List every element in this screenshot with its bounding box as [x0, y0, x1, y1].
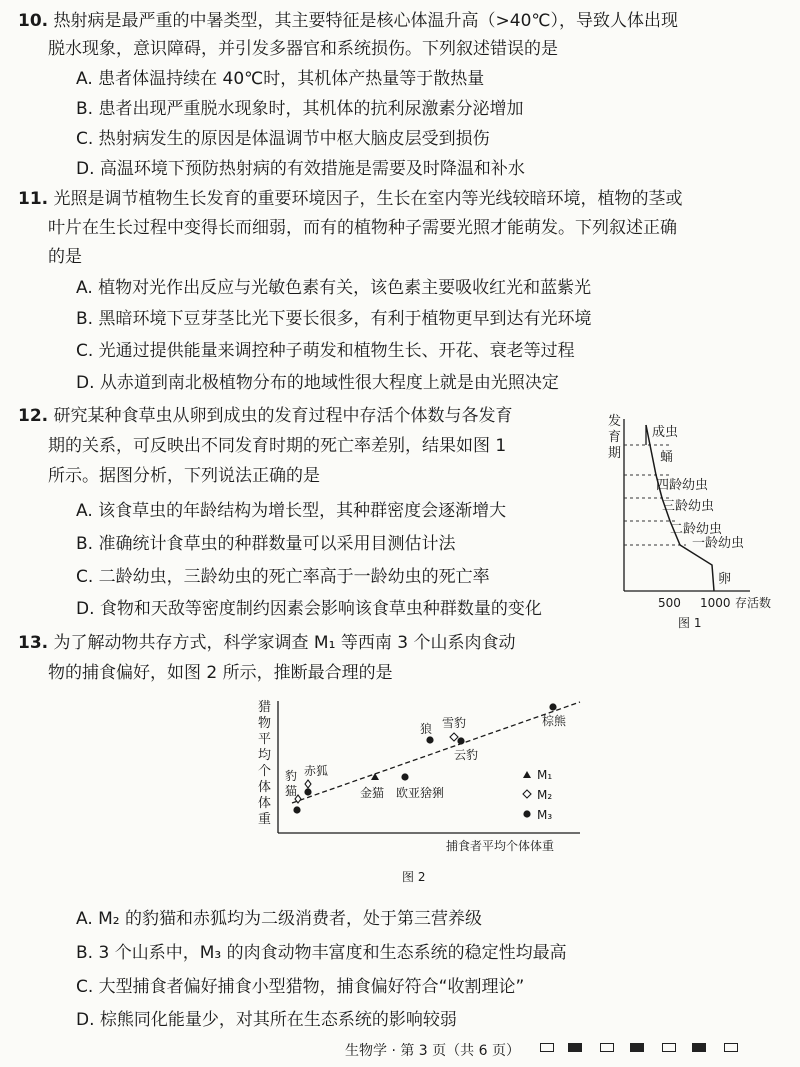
q11-option-d: D. 从赤道到南北极植物分布的地域性很大程度上就是由光照决定: [76, 373, 559, 393]
q11-stem-line3: 的是: [48, 247, 82, 267]
fig2-label-yunbao: 云豹: [454, 748, 479, 762]
fig1-ylabel-char-3: 期: [608, 446, 622, 461]
fig2-point-xuebao-m2: [450, 733, 458, 741]
q13-option-b: B. 3 个山系中，M₃ 的肉食动物丰富度和生态系统的稳定性均最高: [76, 943, 567, 963]
q11-option-a: A. 植物对光作出反应与光敏色素有关，该色素主要吸收红光和蓝紫光: [76, 278, 592, 298]
q12-stem-line3: 所示。据图分析，下列说法正确的是: [48, 466, 320, 486]
fig2-caption: 图 2: [402, 870, 426, 884]
q10-option-d: D. 高温环境下预防热射病的有效措施是需要及时降温和补水: [76, 159, 525, 179]
fig1-tick-1000: 1000: [700, 596, 731, 610]
footer-mark-7: [724, 1043, 738, 1052]
q13-number: 13.: [18, 633, 49, 653]
fig1-stage-instar2: 二龄幼虫: [670, 522, 723, 537]
fig2-point-chihu-m2: [305, 780, 311, 788]
q12-number: 12.: [18, 406, 49, 426]
q10-stem-line1: [18, 10, 678, 32]
q10-number: 10.: [18, 11, 49, 31]
q13-option-d: D. 棕熊同化能量少，对其所在生态系统的影响较弱: [76, 1010, 457, 1030]
q13-stem-line1: [18, 632, 515, 654]
fig2-label-chihu: 赤狐: [304, 764, 329, 778]
page-footer: 生物学 · 第 3 页（共 6 页）: [345, 1043, 520, 1059]
fig2-point-lang-m3: [426, 736, 433, 743]
footer-mark-2: [568, 1043, 582, 1052]
fig2-label-zongxiong: 棕熊: [542, 714, 567, 728]
fig1-xlabel: 存活数: [735, 596, 772, 610]
figure-1: [590, 405, 790, 635]
svg-text:体: 体: [258, 796, 272, 811]
footer-mark-3: [600, 1043, 614, 1052]
fig2-label-xuebao: 雪豹: [442, 716, 467, 730]
q12-stem-line2: 期的关系，可反映出不同发育时期的死亡率差别，结果如图 1: [48, 436, 507, 456]
fig2-label-lang: 狼: [420, 722, 433, 736]
q10-stem-line2: 脱水现象，意识障碍，并引发多器官和系统损伤。下列叙述错误的是: [48, 39, 558, 59]
svg-text:均: 均: [258, 748, 272, 763]
fig1-caption: 图 1: [678, 616, 702, 630]
fig1-ylabel-char-2: 育: [608, 430, 622, 445]
fig2-point-oyasunli-m3: [401, 773, 408, 780]
fig2-point-chihu-m3: [304, 788, 311, 795]
q11-stem-line1: [18, 188, 683, 210]
fig2-legend-m3-marker: [523, 810, 530, 817]
q12-option-c: C. 二龄幼虫，三龄幼虫的死亡率高于一龄幼虫的死亡率: [76, 567, 490, 587]
fig1-stage-adult: 成虫: [652, 425, 679, 440]
svg-text:物: 物: [258, 716, 272, 731]
fig1-stage-egg: 卵: [718, 572, 732, 587]
fig2-legend-m2: M₂: [537, 788, 553, 802]
fig1-tick-500: 500: [658, 596, 681, 610]
fig2-point-baomao-m3: [293, 806, 300, 813]
q13-stem-line2: 物的捕食偏好，如图 2 所示，推断最合理的是: [48, 663, 393, 683]
q11-option-b: B. 黑暗环境下豆芽茎比光下要长很多，有利于植物更早到达有光环境: [76, 309, 592, 329]
fig1-stage-pupa: 蛹: [660, 450, 674, 465]
svg-text:平: 平: [258, 732, 272, 747]
q13-option-a: A. M₂ 的豹猫和赤狐均为二级消费者，处于第三营养级: [76, 909, 483, 929]
fig2-legend-m2-marker: [523, 790, 531, 798]
footer-mark-1: [540, 1043, 554, 1052]
figure-2: [250, 695, 600, 890]
fig2-legend: [523, 768, 552, 822]
q10-option-a: A. 患者体温持续在 40℃时，其机体产热量等于散热量: [76, 69, 485, 89]
fig1-stage-instar4: 四龄幼虫: [656, 478, 709, 493]
fig2-point-jinmao-m1: [371, 773, 379, 780]
q12-option-a: A. 该食草虫的年龄结构为增长型，其种群密度会逐渐增大: [76, 501, 507, 521]
fig1-stage-instar3: 三龄幼虫: [662, 499, 715, 514]
q11-stem-text1: 光照是调节植物生长发育的重要环境因子，生长在室内等光线较暗环境，植物的茎或: [53, 189, 683, 209]
svg-text:重: 重: [258, 812, 272, 827]
fig1-stage-instar1: 一龄幼虫: [692, 536, 745, 551]
footer-mark-4: [630, 1043, 644, 1052]
svg-text:个: 个: [258, 764, 272, 779]
fig2-point-zongxiong-m3: [549, 703, 556, 710]
q10-option-c: C. 热射病发生的原因是体温调节中枢大脑皮层受到损伤: [76, 129, 490, 149]
fig2-label-oyasunli: 欧亚猞猁: [396, 786, 445, 800]
svg-text:猎: 猎: [258, 700, 272, 715]
q13-option-c: C. 大型捕食者偏好捕食小型猎物，捕食偏好符合“收割理论”: [76, 977, 525, 997]
q13-stem-text1: 为了解动物共存方式，科学家调查 M₁ 等西南 3 个山系肉食动: [53, 633, 516, 653]
svg-text:体: 体: [258, 780, 272, 795]
q12-stem-line1: [18, 405, 513, 427]
q11-stem-line2: 叶片在生长过程中变得长而细弱，而有的植物种子需要光照才能萌发。下列叙述正确: [48, 218, 677, 238]
q12-option-d: D. 食物和天敌等密度制约因素会影响该食草虫种群数量的变化: [76, 599, 542, 619]
fig2-point-yunbao-m3: [457, 737, 464, 744]
fig2-legend-m3: M₃: [537, 808, 553, 822]
fig1-ylabel-char-1: 发: [608, 414, 622, 429]
fig2-label-baomao-2: 猫: [285, 784, 298, 798]
q11-option-c: C. 光通过提供能量来调控种子萌发和植物生长、开花、衰老等过程: [76, 341, 575, 361]
footer-mark-5: [662, 1043, 676, 1052]
q12-stem-text1: 研究某种食草虫从卵到成虫的发育过程中存活个体数与各发育: [53, 406, 513, 426]
footer-mark-6: [692, 1043, 706, 1052]
fig2-legend-m1-marker: [523, 771, 531, 778]
q11-number: 11.: [18, 189, 49, 209]
q10-option-b: B. 患者出现严重脱水现象时，其机体的抗利尿激素分泌增加: [76, 99, 524, 119]
q12-option-b: B. 准确统计食草虫的种群数量可以采用目测估计法: [76, 534, 456, 554]
fig2-label-baomao-1: 豹: [285, 769, 298, 783]
fig2-legend-m1: M₁: [537, 768, 553, 782]
q10-stem-text1: 热射病是最严重的中暑类型，其主要特征是核心体温升高（>40℃），导致人体出现: [53, 11, 678, 31]
fig2-label-jinmao: 金猫: [360, 786, 385, 800]
fig2-xlabel: 捕食者平均个体体重: [446, 839, 555, 853]
fig2-ylabel: [258, 699, 271, 827]
